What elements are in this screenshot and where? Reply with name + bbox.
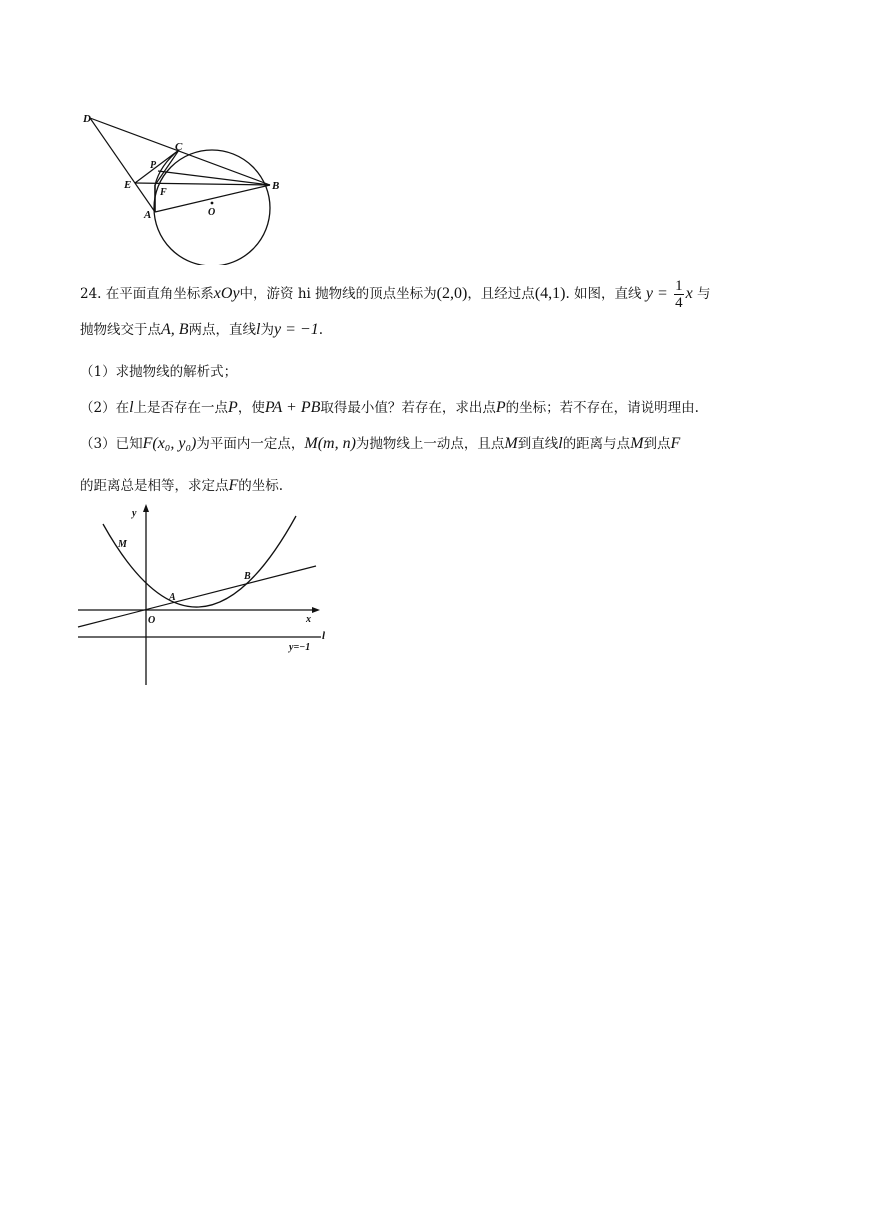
problem-stem-line-1 [80,278,710,311]
stem-text: （2）在 [80,400,130,416]
circle-geometry-figure [80,105,300,265]
math-m-args: (m, n) [317,435,356,452]
math-x: x [685,285,693,302]
label-d: D [83,113,91,125]
stem-text: 为 [260,322,274,338]
label-a: A [144,209,152,221]
math-line-eq: y = −1 [274,321,319,338]
label-m: M [118,539,127,550]
line-y-quarter-x [78,566,316,627]
label-l: l [322,630,326,642]
stem-text: 的坐标. [238,478,284,494]
stem-text: 到点 [643,436,671,452]
segment-pb [158,171,270,185]
point-o-dot [211,202,214,205]
stem-text: 上是否存在一点 [133,400,229,416]
stem-text: 取得最小值？若存在，求出点 [320,400,496,416]
question-1-text: （1）求抛物线的解析式； [80,364,238,380]
label-x: x [306,614,311,625]
stem-text: 两点，直线 [188,322,257,338]
stem-text: 为平面内一定点， [196,436,305,452]
fraction-numerator: 1 [675,278,683,294]
question-3-line-1 [80,434,680,454]
stem-text: 的距离与点 [562,436,631,452]
stem-text: ，使 [237,400,265,416]
math-p: P [495,399,506,416]
question-3-line-2 [80,476,283,496]
label-o: O [208,207,216,218]
math-ab: A, B [161,321,189,338]
parabola-figure [76,502,346,688]
label-o: O [148,615,156,626]
label-a: A [169,592,176,603]
problem-number: 24. [80,286,102,302]
math-l: l [256,321,261,338]
label-line-eq: y=−1 [289,642,311,653]
parabola-curve [103,516,296,607]
math-m: M [304,435,318,452]
stem-text: ，且经过点 [467,286,535,302]
label-p: P [150,160,157,171]
problem-stem-line-2 [80,320,323,340]
math-point: (4,1) [534,285,566,302]
stem-text: （3）已知 [80,436,143,452]
stem-text: 为抛物线上一动点，且点 [355,436,505,452]
math-vertex: (2,0) [436,285,468,302]
label-f: F [160,187,167,198]
math-l: l [558,435,563,452]
math-xoy: xOy [213,285,240,302]
fraction-one-quarter [674,278,684,311]
stem-text: 的距离总是相等，求定点 [80,478,229,494]
stem-text: 中，游资 hi 抛物线的顶点坐标为 [239,286,437,302]
math-f: F [142,435,153,452]
stem-text: 与 [696,286,711,302]
stem-text: 的坐标；若不存在，请说明理由. [505,400,699,416]
math-f: F [228,477,239,494]
question-2 [80,398,699,418]
math-m: M [504,435,518,452]
label-e: E [124,179,132,191]
question-1 [80,362,237,382]
math-pa-pb: PA + PB [264,399,321,416]
label-c: C [175,141,183,153]
label-y: y [132,508,137,519]
math-f: F [670,435,681,452]
stem-text: . 如图，直线 [565,286,642,302]
math-m: M [630,435,644,452]
segment-fc [155,150,179,185]
label-b: B [272,180,280,192]
stem-text: 在平面直角坐标系 [105,286,214,302]
stem-text: 抛物线交于点 [80,322,161,338]
label-b: B [244,571,251,582]
stem-text: . [318,322,323,338]
x-axis-arrow [312,607,320,613]
stem-text: 到直线 [517,436,559,452]
math-line-lhs: y = [645,285,668,302]
y-axis-arrow [143,504,149,512]
math-l: l [129,399,134,416]
math-f-args: (x₀, y₀) [152,435,197,452]
math-p: P [228,399,238,416]
segment-da [90,118,155,212]
fraction-denominator: 4 [675,295,683,311]
